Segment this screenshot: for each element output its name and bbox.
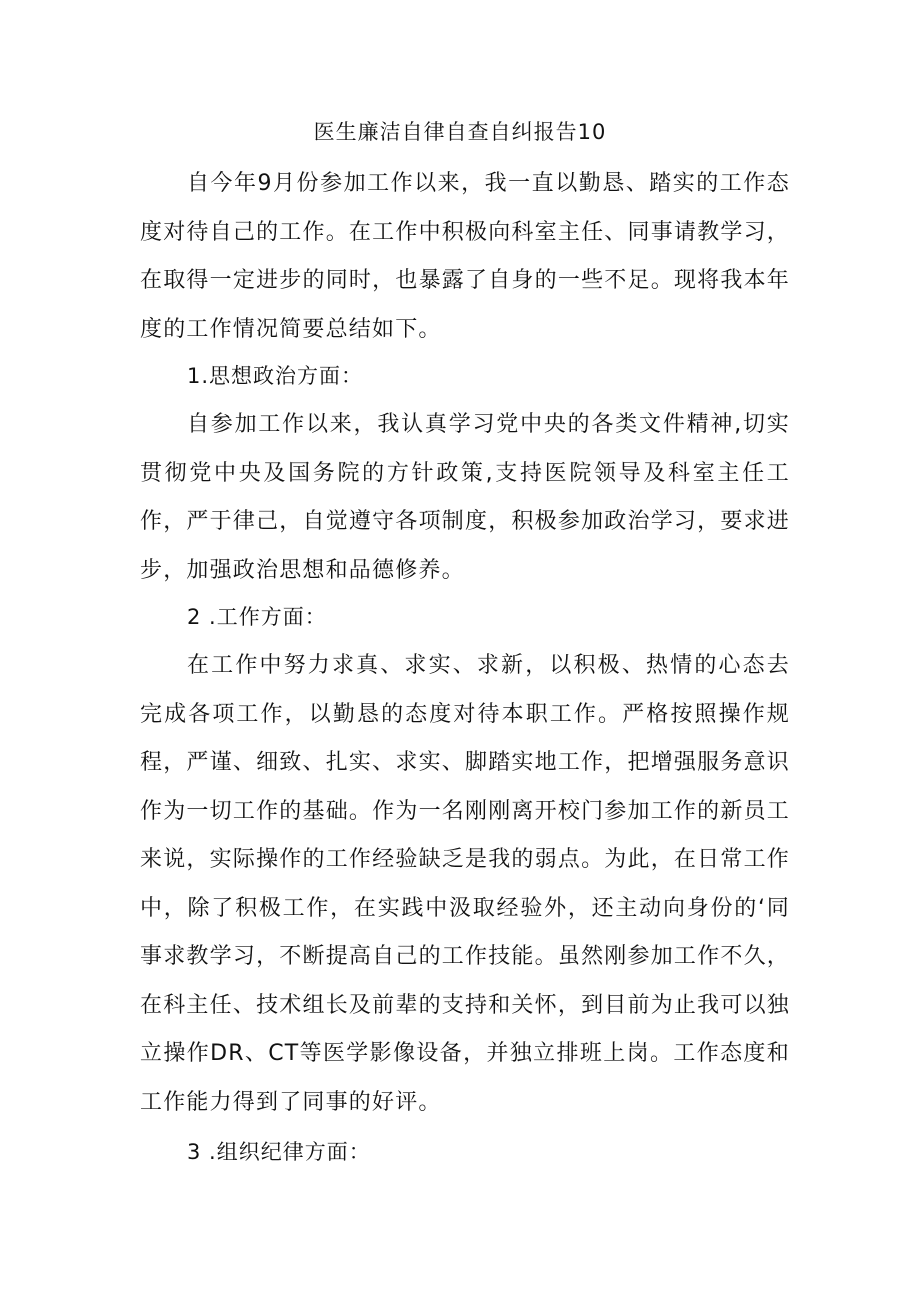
section-2-heading: 2 .工作方面：: [187, 605, 327, 629]
section-2-paragraph: 在工作中努力求真、求实、求新，以积极、热情的心态去完成各项工作，以勤恳的态度对待本职工作。严格按照操作规程，严谨、细致、扎实、求实、脚踏实地工作，把增强服务意识作为一切工作的基础。作为一名刚刚离开校门参加工作的新员工来说，实际操作的工作经验缺乏是我的弱点。为此，在日常工作中，除了积极工作，在实践中汲取经验外，还主动向身份的‘同事求教学习，不断提高自己的工作技能。虽然刚参加工作不久，在科主任、技术组长及前辈的支持和关怀，到目前为止我可以独立操作DR、CT等医学影像设备，并独立排班上岗。工作态度和工作能力得到了同事的好评。: [140, 653, 790, 1115]
document-title: 医生廉洁自律自查自纠报告10: [313, 120, 607, 144]
section-3-heading: 3 .组织纪律方面：: [187, 1140, 371, 1164]
intro-paragraph: 自今年9月份参加工作以来，我一直以勤恳、踏实的工作态度对待自己的工作。在工作中积极向科室主任、同事请教学习，在取得一定进步的同时，也暴露了自身的一些不足。现将我本年度的工作情况简要总结如下。: [140, 171, 790, 342]
section-1-heading: 1.思想政治方面：: [187, 364, 364, 388]
section-1-paragraph: 自参加工作以来，我认真学习党中央的各类文件精神,切实贯彻党中央及国务院的方针政策,支持医院领导及科室主任工作，严于律己，自觉遵守各项制度，积极参加政治学习，要求进步，加强政治思想和品德修养。: [140, 412, 790, 583]
